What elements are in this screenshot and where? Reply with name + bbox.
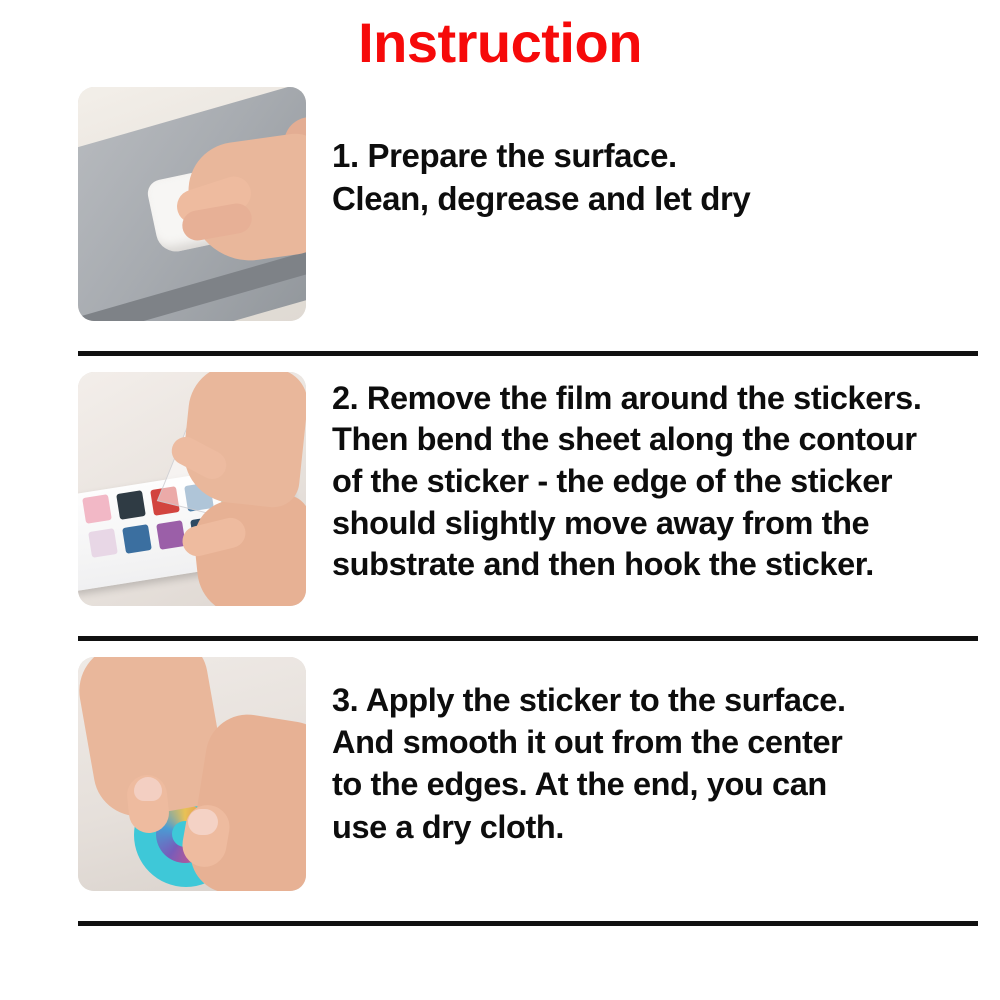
sticker-swatch (116, 490, 146, 520)
sticker-swatch (156, 520, 186, 550)
step-1-line-1: 1. Prepare the surface. (332, 136, 677, 174)
step-1-text (306, 87, 750, 221)
sticker-swatch (88, 528, 118, 558)
step-1-photo (78, 87, 306, 321)
step-2-line-1: 2. Remove the film around the stickers. (332, 379, 922, 416)
sticker-swatch (82, 494, 112, 524)
step-2-text (306, 372, 921, 586)
step-3-line-4: use a dry cloth. (332, 808, 565, 845)
step-2-photo (78, 372, 306, 606)
step-1-line-2: Clean, degrease and let dry (332, 179, 751, 217)
sticker-swatch (122, 524, 152, 554)
step-2-line-3: of the sticker - the edge of the sticker (332, 462, 893, 499)
steps-list (0, 81, 1000, 926)
divider-1 (78, 351, 978, 356)
divider-2 (78, 636, 978, 641)
page-title: Instruction (358, 11, 642, 74)
step-2-line-2: Then bend the sheet along the contour (332, 421, 917, 458)
step-item-3 (0, 651, 1000, 913)
step-3-photo (78, 657, 306, 891)
step-3-line-3: to the edges. At the end, you can (332, 766, 827, 803)
step-3-line-1: 3. Apply the sticker to the surface. (332, 681, 846, 718)
step-item-1 (0, 81, 1000, 343)
fingernail-shape (188, 809, 218, 835)
step-3-line-2: And smooth it out from the center (332, 724, 843, 761)
step-item-2 (0, 366, 1000, 628)
step-2-line-5: substrate and then hook the sticker. (332, 546, 874, 583)
fingernail-shape (134, 777, 162, 801)
step-3-text (306, 657, 846, 848)
step-2-line-4: should slightly move away from the (332, 504, 870, 541)
divider-3 (78, 921, 978, 926)
